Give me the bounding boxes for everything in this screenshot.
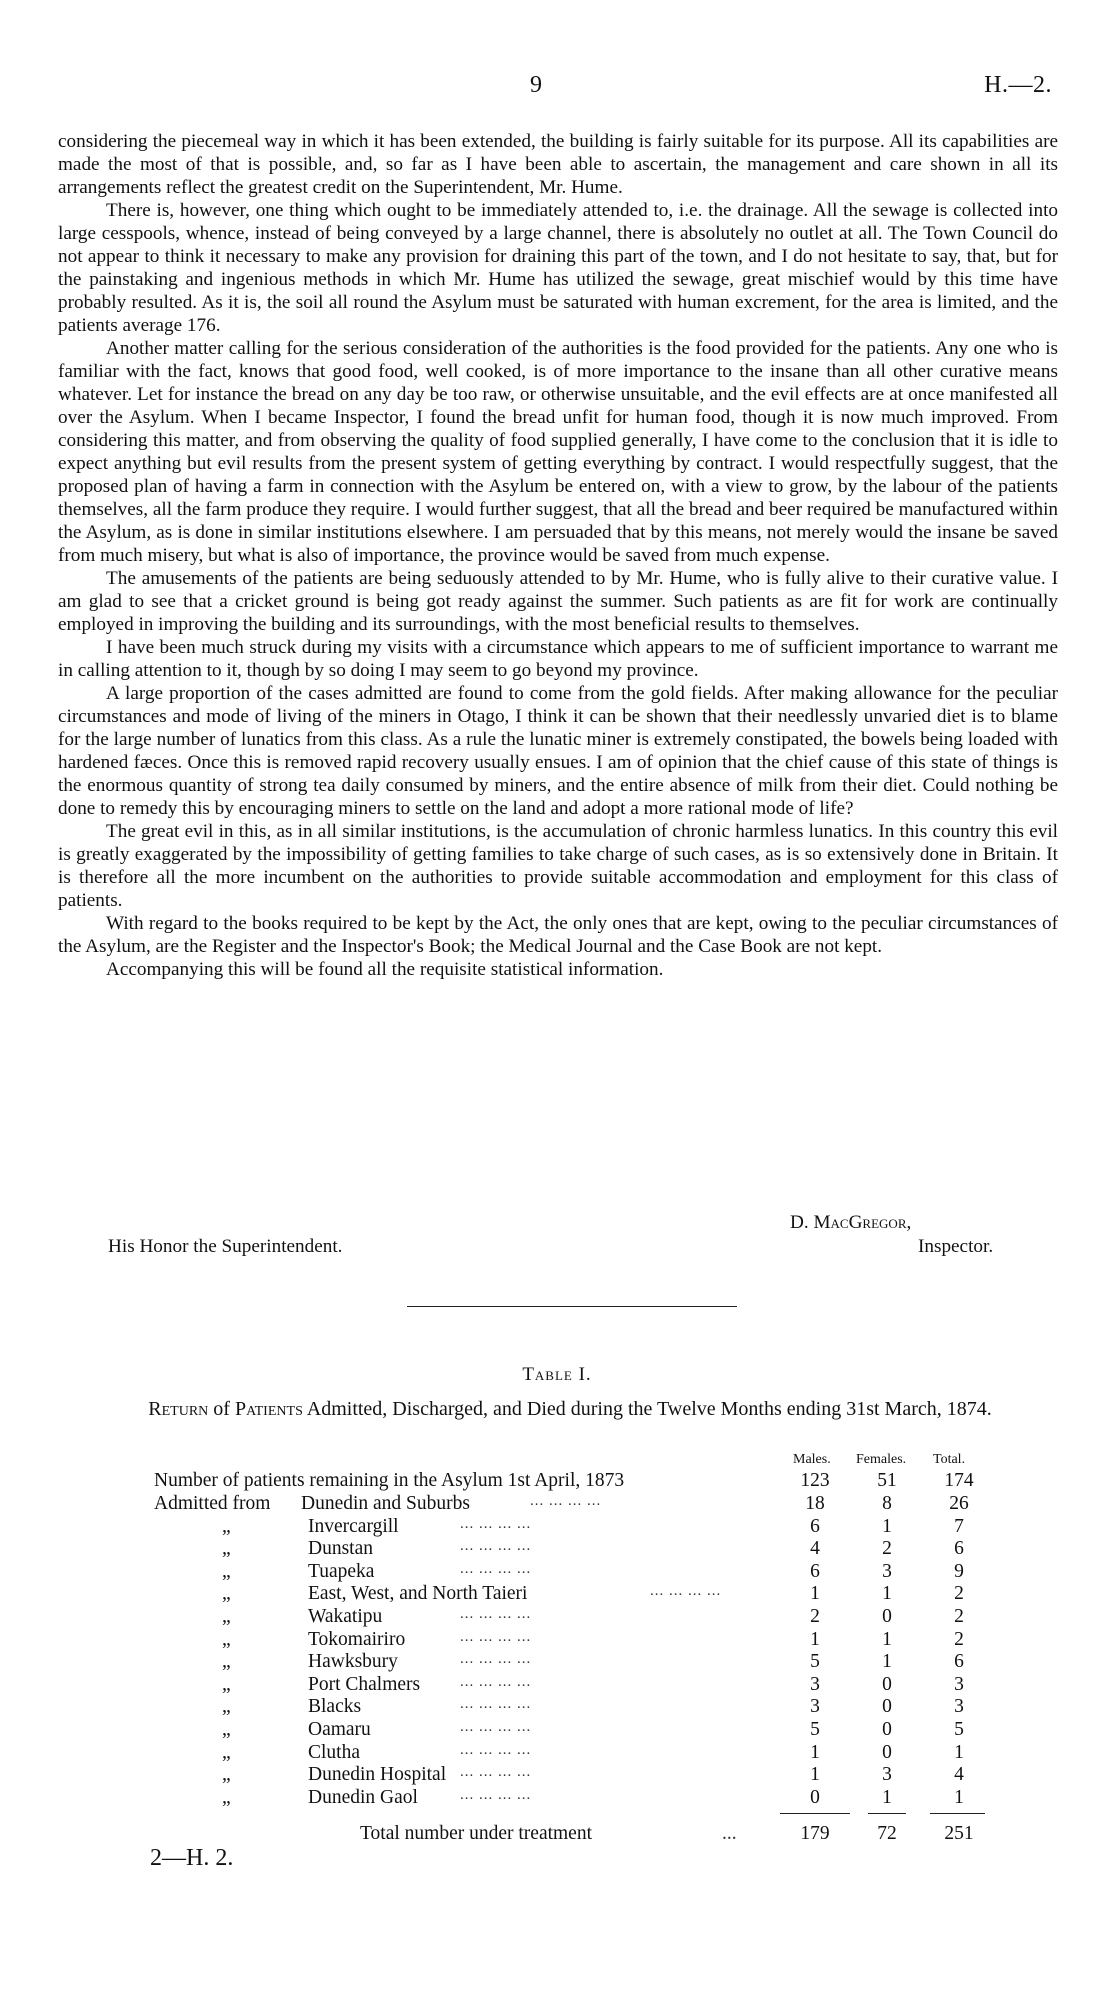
ditto-mark: „ [222, 1538, 231, 1560]
cell-males: 123 [800, 1470, 830, 1491]
cell-males: 1 [810, 1583, 820, 1605]
cell-total: 2 [954, 1606, 964, 1627]
signatory-title: Inspector. [918, 1236, 994, 1257]
cell-total: 6 [954, 1538, 964, 1560]
cell-males: 179 [800, 1823, 830, 1844]
place-name: Port Chalmers [308, 1673, 421, 1695]
place-name: Wakatipu [308, 1606, 383, 1627]
paragraph: There is, however, one thing which ought to be immediately attended to, i.e. the drainage. All the sewage is collected into large cesspools, whence, instead of being conveyed by a large channel, there is absolutely no outlet at all. The Town Council do not appear to think it necessary to make any provision for draining this part of the town, and I do not hesitate to say, that, but for the painstaking and ingenious methods in which Mr. Hume has utilized the sewage, great mischief would by this time have probably resulted. As it is, the soil all round the Asylum must be saturated with human excrement, for the area is limited, and the patients average 176. [58, 200, 1058, 336]
cell-males: 3 [810, 1673, 820, 1695]
cell-females: 1 [882, 1628, 892, 1650]
ditto-mark: „ [222, 1673, 231, 1695]
ditto-mark: „ [222, 1515, 231, 1537]
total-rule-females [868, 1813, 906, 1814]
leader-dots: ... ... ... ... [460, 1696, 532, 1713]
leader-dots: ... ... ... ... [530, 1493, 602, 1509]
admitted-prefix: Admitted from [154, 1493, 271, 1514]
paragraph: Another matter calling for the serious consideration of the authorities is the food provided for the patients. Any one who is familiar with the fact, knows that good food, well cooked, is of more importance to the insane than all other curative means whatever. Let for instance the bread on any day be too raw, or otherwise unsuitable, and the evil effects are at once manifested all over the Asylum. When I became Inspector, I found the bread unfit for human food, though it is now much improved. From considering this matter, and from observing the quality of food supplied generally, I have come to the conclusion that it is idle to expect anything but evil results from the present system of getting everything by contract. I would respectfully suggest, that the proposed plan of having a farm in connection with the Asylum be entered on, with a view to grow, by the labour of the patients themselves, all the farm produce they require. I would further suggest, that all the bread and beer required be manufactured within the Asylum, as is done in similar institutions elsewhere. I am persuaded that by this means, not merely would the insane be saved from much misery, but what is also of importance, the province would be saved from much expense. [58, 338, 1058, 566]
ditto-mark: „ [222, 1606, 231, 1627]
place-name: Dunedin and Suburbs [301, 1493, 470, 1514]
cell-males: 0 [810, 1786, 820, 1808]
cell-total: 6 [954, 1651, 964, 1673]
cell-total: 3 [954, 1696, 964, 1718]
ditto-mark: „ [222, 1560, 231, 1582]
cell-males: 1 [810, 1741, 820, 1763]
paragraph: Accompanying this will be found all the requisite statistical information. [106, 959, 664, 980]
cell-males: 5 [810, 1651, 820, 1673]
ditto-mark: „ [222, 1583, 231, 1605]
cell-females: 0 [882, 1673, 892, 1695]
leader-dots: ... ... ... ... [460, 1719, 532, 1735]
place-name: Dunstan [308, 1538, 373, 1560]
table-row-total [0, 1823, 1114, 1846]
place-name: Hawksbury [308, 1651, 398, 1673]
cell-males: 18 [805, 1493, 825, 1514]
cell-males: 3 [810, 1696, 820, 1718]
cell-females: 3 [882, 1764, 892, 1786]
cell-total: 2 [954, 1583, 964, 1605]
leader-dots: ... ... ... ... [460, 1764, 532, 1781]
table-row [0, 1651, 1114, 1674]
leader-dots: ... ... ... ... [460, 1628, 532, 1645]
cell-females: 8 [882, 1493, 892, 1514]
remaining-label: Number of patients remaining in the Asylum 1st April, 1873 [154, 1470, 625, 1491]
place-name: Clutha [308, 1741, 360, 1763]
cell-females: 1 [882, 1651, 892, 1673]
ditto-mark: „ [222, 1696, 231, 1718]
paragraph: considering the piecemeal way in which it has been extended, the building is fairly suitable for its purpose. All its capabilities are made the most of that is possible, and, so far as I have been able to ascertain, the management and care shown in all its arrangements reflect the greatest credit on the Superintendent, Mr. Hume. [58, 131, 1058, 198]
paragraph: A large proportion of the cases admitted are found to come from the gold fields. After making allowance for the peculiar circumstances and mode of living of the miners in Otago, I think it can be shown that their needlessly unvaried diet is to blame for the large number of lunatics from this class. As a rule the lunatic miner is extremely constipated, the bowels being loaded with hardened fæces. Once this is removed rapid recovery usually ensues. I am of opinion that the chief cause of this state of things is the enormous quantity of strong tea daily consumed by miners, and the entire absence of milk from their diet. Could nothing be done to remedy this by encouraging miners to settle on the land and adopt a more rational mode of life? [58, 683, 1058, 819]
ditto-mark: „ [222, 1764, 231, 1786]
ditto-mark: „ [222, 1719, 231, 1740]
table-row [0, 1674, 1114, 1697]
cell-females: 2 [882, 1538, 892, 1560]
paragraph: With regard to the books required to be kept by the Act, the only ones that are kept, owing to the peculiar circumstances of the Asylum, are the Register and the Inspector's Book; the Medical Journal and the Case Book are not kept. [58, 913, 1058, 957]
cell-males: 2 [810, 1606, 820, 1627]
table-caption [110, 1398, 1030, 1421]
cell-females: 0 [882, 1719, 892, 1740]
ditto-mark: „ [222, 1651, 231, 1673]
table-row-remaining [0, 1470, 1114, 1493]
caption-patients: Patients [234, 1398, 303, 1420]
cell-females: 1 [882, 1583, 892, 1605]
caption-of: of [208, 1398, 235, 1420]
addressee: His Honor the Superintendent. [108, 1236, 343, 1257]
cell-males: 6 [810, 1515, 820, 1537]
cell-total: 26 [949, 1493, 969, 1514]
ditto-mark: „ [222, 1786, 231, 1808]
document-reference: H.—2. [984, 72, 1052, 98]
table-label: Table I. [522, 1364, 592, 1385]
leader-dots: ... ... ... ... [460, 1606, 532, 1622]
leader-dots: ... ... ... ... [650, 1583, 722, 1600]
place-name: Tuapeka [308, 1560, 375, 1582]
cell-females: 0 [882, 1696, 892, 1718]
leader-dots: ... ... ... ... [460, 1515, 532, 1532]
place-name: East, West, and North Taieri [308, 1583, 528, 1605]
place-name: Tokomairiro [308, 1628, 406, 1650]
cell-total: 3 [954, 1673, 964, 1695]
table-row [0, 1696, 1114, 1719]
page-number: 9 [530, 72, 542, 98]
table-row [0, 1493, 1114, 1516]
leader-dots: ... ... ... ... [460, 1786, 532, 1803]
header-females: Females. [856, 1452, 907, 1467]
table-row [0, 1606, 1114, 1629]
header-males: Males. [793, 1452, 831, 1467]
total-rule-males [780, 1813, 850, 1814]
report-body [58, 130, 1058, 981]
paragraph: The amusements of the patients are being seduously attended to by Mr. Hume, who is fully alive to their curative value. I am glad to see that a cricket ground is being got ready against the summer. Such patients as are fit for work are continually employed in improving the building and its surroundings, with the most beneficial results to themselves. [58, 568, 1058, 635]
cell-males: 6 [810, 1560, 820, 1582]
table-row [0, 1629, 1114, 1652]
leader-dots: ... ... ... ... [460, 1741, 532, 1758]
leader-dots: ... ... ... ... [460, 1673, 532, 1690]
cell-total: 1 [954, 1741, 964, 1763]
cell-total: 174 [944, 1470, 974, 1491]
ditto-mark: „ [222, 1628, 231, 1650]
table-row [0, 1719, 1114, 1742]
place-name: Dunedin Hospital [308, 1764, 447, 1786]
table-row [0, 1516, 1114, 1539]
header-total: Total. [933, 1452, 966, 1467]
ditto-mark: „ [222, 1741, 231, 1763]
table-row [0, 1583, 1114, 1606]
cell-males: 4 [810, 1538, 820, 1560]
cell-total: 4 [954, 1764, 964, 1786]
cell-total: 9 [954, 1560, 964, 1582]
cell-females: 3 [882, 1560, 892, 1582]
caption-return: Return [148, 1398, 209, 1420]
cell-males: 5 [810, 1719, 820, 1740]
cell-total: 7 [954, 1515, 964, 1537]
cell-total: 1 [954, 1786, 964, 1808]
place-name: Dunedin Gaol [308, 1786, 418, 1808]
cell-females: 1 [882, 1515, 892, 1537]
cell-total: 251 [944, 1823, 974, 1844]
leader-dots: ... ... ... ... [460, 1651, 532, 1668]
place-name: Invercargill [308, 1515, 399, 1537]
table-row [0, 1561, 1114, 1584]
table-row [0, 1742, 1114, 1765]
caption-rest: Admitted, Discharged, and Died during the Twelve Months ending 31st March, 1874. [302, 1398, 992, 1420]
leader-dots: ... ... ... ... [460, 1560, 532, 1577]
cell-females: 1 [882, 1786, 892, 1808]
table-row [0, 1787, 1114, 1810]
table-row [0, 1764, 1114, 1787]
total-label: Total number under treatment [360, 1823, 593, 1844]
paragraph: The great evil in this, as in all similar institutions, is the accumulation of chronic harmless lunatics. In this country this evil is greatly exaggerated by the impossibility of getting families to take charge of such cases, as is so extensively done in Britain. It is therefore all the more incumbent on the authorities to provide suitable accommodation and employment for this class of patients. [58, 821, 1058, 911]
total-rule-total [930, 1813, 985, 1814]
paragraph: I have been much struck during my visits with a circumstance which appears to me of sufficient importance to warrant me in calling attention to it, though by so doing I may seem to go beyond my province. [58, 637, 1058, 681]
total-dots: ... [722, 1823, 737, 1844]
cell-females: 0 [882, 1741, 892, 1763]
cell-total: 5 [954, 1719, 964, 1740]
cell-females: 51 [877, 1470, 897, 1491]
section-divider [407, 1306, 737, 1307]
cell-total: 2 [954, 1628, 964, 1650]
place-name: Blacks [308, 1696, 362, 1718]
sheet-signature-mark: 2—H. 2. [150, 1845, 234, 1871]
place-name: Oamaru [308, 1719, 371, 1740]
cell-females: 0 [882, 1606, 892, 1627]
cell-males: 1 [810, 1764, 820, 1786]
signatory-name: D. MacGregor, [790, 1212, 912, 1233]
table-row [0, 1538, 1114, 1561]
cell-females: 72 [877, 1823, 897, 1844]
leader-dots: ... ... ... ... [460, 1538, 532, 1555]
cell-males: 1 [810, 1628, 820, 1650]
